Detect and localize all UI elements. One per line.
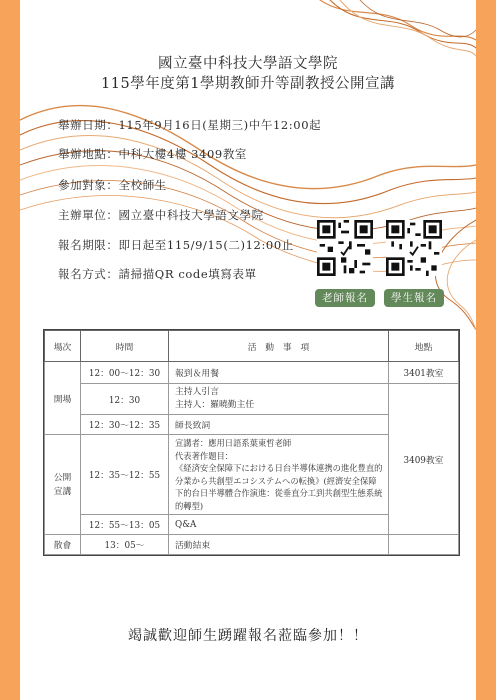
header-session: 場次 <box>45 331 81 362</box>
session-lecture: 公開 宣講 <box>45 435 81 535</box>
table-header-row <box>45 331 459 362</box>
header-activity: 活 動 事 項 <box>169 331 389 362</box>
poster-sheet <box>20 0 476 700</box>
table-row <box>45 384 459 415</box>
row-time: 12：30～12：35 <box>81 415 169 435</box>
location-opening: 3401教室 <box>389 362 459 384</box>
event-venue: 舉辦地點：中科大樓4樓 3409教室 <box>58 147 248 161</box>
row-time: 12：55～13：05 <box>81 515 169 535</box>
schedule-table <box>44 330 459 555</box>
row-activity: 報到＆用餐 <box>169 362 389 384</box>
header-location: 地點 <box>389 331 459 362</box>
session-opening: 開場 <box>45 362 81 435</box>
row-activity: 宣講者：應用日語系葉東哲老師 代表著作題目： 《経済安全保障下における日台半導体連携の進化豊直的分業から共創型エコシステムへの転換》(經濟安全保障下的台日半導體合作演進：從垂直分工到共創型生態系統的轉型) <box>169 435 389 515</box>
title-line-2: 115學年度第1學期教師升等副教授公開宣講 <box>101 76 395 92</box>
title-line-1: 國立臺中科技大學語文學院 <box>158 56 338 72</box>
session-closing: 散會 <box>45 535 81 555</box>
row-time: 13：05～ <box>81 535 169 555</box>
student-register-button[interactable]: 學生報名 <box>384 289 444 307</box>
closing-invitation: 竭誠歡迎師生踴躍報名蒞臨參加！！ <box>128 628 368 644</box>
row-time: 12：00～12：30 <box>81 362 169 384</box>
event-audience: 參加對象：全校師生 <box>58 178 167 192</box>
teacher-qr-code[interactable] <box>317 220 373 276</box>
teacher-register-button[interactable]: 老師報名 <box>315 289 375 307</box>
row-activity: 活動結束 <box>169 535 389 555</box>
event-organizer: 主辦單位：國立臺中科技大學語文學院 <box>58 208 264 222</box>
student-qr-code[interactable] <box>386 220 442 276</box>
registration-deadline: 報名期限：即日起至115/9/15(二)12:00止 <box>58 238 294 252</box>
registration-method: 報名方式：請掃描QR code填寫表單 <box>58 267 257 281</box>
table-row <box>45 535 459 555</box>
row-time: 12：35～12：55 <box>81 435 169 515</box>
event-date: 舉辦日期：115年9月16日(星期三)中午12:00起 <box>58 118 322 132</box>
table-row <box>45 362 459 384</box>
row-activity: Q&A <box>169 515 389 535</box>
location-lecture: 3409教室 <box>389 384 459 535</box>
location-closing-empty <box>389 535 459 555</box>
row-activity: 師長致詞 <box>169 415 389 435</box>
row-activity: 主持人引言 主持人：羅曉勤主任 <box>169 384 389 415</box>
row-time: 12：30 <box>81 384 169 415</box>
header-time: 時間 <box>81 331 169 362</box>
